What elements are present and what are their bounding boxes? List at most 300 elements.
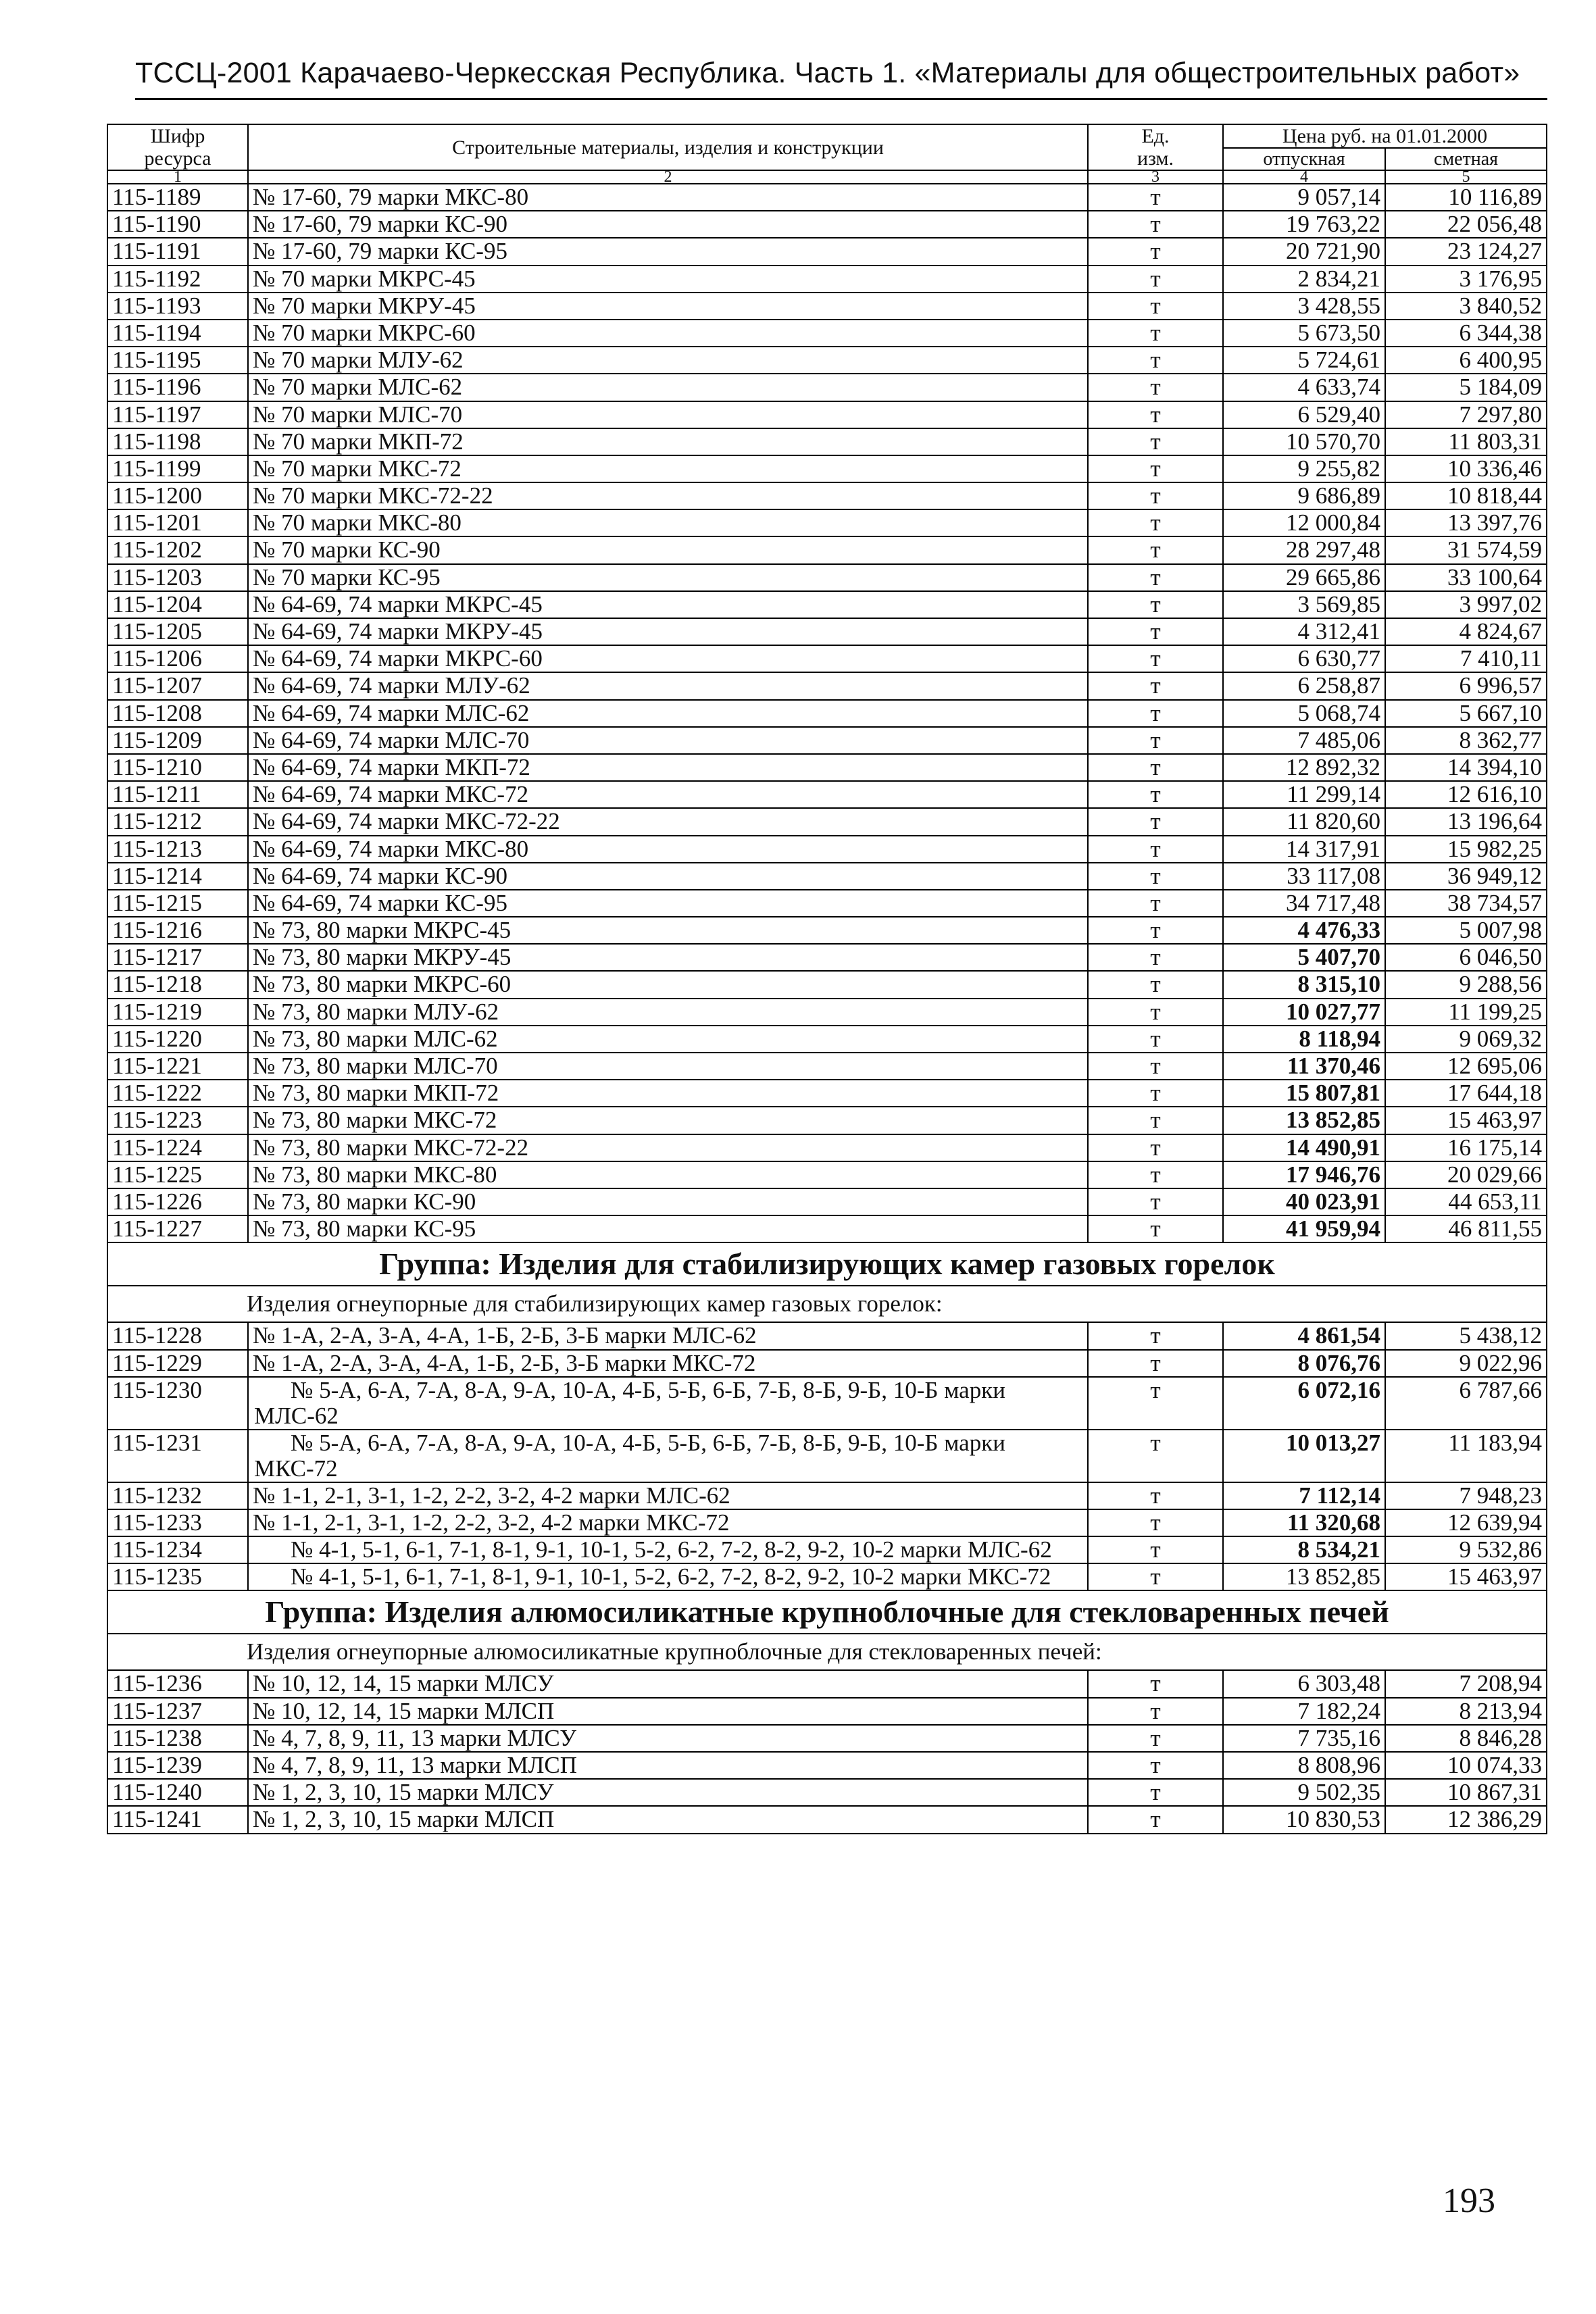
estimate-price-cell: 7 208,94 bbox=[1385, 1670, 1547, 1697]
resource-code-cell: 115-1218 bbox=[107, 971, 248, 998]
resource-code-cell: 115-1219 bbox=[107, 999, 248, 1026]
estimate-price-cell: 10 818,44 bbox=[1385, 482, 1547, 509]
material-name-cell: № 10, 12, 14, 15 марки МЛСУ bbox=[248, 1670, 1088, 1697]
estimate-price-cell: 15 463,97 bbox=[1385, 1563, 1547, 1590]
unit-cell: т bbox=[1088, 1698, 1223, 1725]
material-name-cell: № 73, 80 марки КС-95 bbox=[248, 1215, 1088, 1242]
resource-code-cell: 115-1206 bbox=[107, 645, 248, 672]
table-row bbox=[107, 1080, 1547, 1107]
release-price-cell: 3 569,85 bbox=[1223, 591, 1385, 618]
resource-code-cell: 115-1241 bbox=[107, 1806, 248, 1833]
material-name-cell: № 70 марки МКРУ-45 bbox=[248, 293, 1088, 320]
table-row bbox=[107, 1188, 1547, 1215]
estimate-price-cell: 10 867,31 bbox=[1385, 1779, 1547, 1806]
unit-cell: т bbox=[1088, 1779, 1223, 1806]
release-price-cell: 2 834,21 bbox=[1223, 266, 1385, 293]
resource-code-cell: 115-1239 bbox=[107, 1752, 248, 1779]
column-numbers-row bbox=[107, 170, 1547, 184]
unit-cell: т bbox=[1088, 293, 1223, 320]
estimate-price-cell: 3 176,95 bbox=[1385, 266, 1547, 293]
table-row bbox=[107, 999, 1547, 1026]
table-row bbox=[107, 1536, 1547, 1563]
material-name-cell: № 1-1, 2-1, 3-1, 1-2, 2-2, 3-2, 4-2 марки МЛС-62 bbox=[248, 1482, 1088, 1509]
unit-cell: т bbox=[1088, 781, 1223, 808]
resource-code-cell: 115-1213 bbox=[107, 836, 248, 863]
unit-cell: т bbox=[1088, 266, 1223, 293]
estimate-price-cell: 10 074,33 bbox=[1385, 1752, 1547, 1779]
material-name-cell: № 64-69, 74 марки МКРУ-45 bbox=[248, 618, 1088, 645]
estimate-price-cell: 23 124,27 bbox=[1385, 238, 1547, 265]
material-name-cell: № 70 марки МКС-72 bbox=[248, 455, 1088, 482]
estimate-price-cell: 6 344,38 bbox=[1385, 320, 1547, 347]
unit-cell: т bbox=[1088, 347, 1223, 374]
col-code-header-line2: ресурса bbox=[144, 147, 211, 170]
table-row bbox=[107, 1779, 1547, 1806]
release-price-cell: 10 570,70 bbox=[1223, 428, 1385, 455]
table-row bbox=[107, 1107, 1547, 1134]
resource-code-cell: 115-1207 bbox=[107, 672, 248, 699]
material-name-cell: № 70 марки МКС-80 bbox=[248, 509, 1088, 536]
material-name-cell: № 73, 80 марки МКРС-60 bbox=[248, 971, 1088, 998]
unit-cell: т bbox=[1088, 890, 1223, 917]
estimate-price-cell: 12 386,29 bbox=[1385, 1806, 1547, 1833]
release-price-cell: 4 476,33 bbox=[1223, 917, 1385, 944]
estimate-price-cell: 6 046,50 bbox=[1385, 944, 1547, 971]
table-row bbox=[107, 754, 1547, 781]
material-name-cell: № 73, 80 марки МКРС-45 bbox=[248, 917, 1088, 944]
release-price-cell: 19 763,22 bbox=[1223, 211, 1385, 238]
table-row bbox=[107, 836, 1547, 863]
estimate-price-cell: 13 196,64 bbox=[1385, 808, 1547, 835]
table-row bbox=[107, 455, 1547, 482]
table-row bbox=[107, 727, 1547, 754]
estimate-price-cell: 33 100,64 bbox=[1385, 564, 1547, 591]
estimate-price-cell: 44 653,11 bbox=[1385, 1188, 1547, 1215]
table-row bbox=[107, 890, 1547, 917]
unit-cell: т bbox=[1088, 1161, 1223, 1188]
release-price-cell: 10 013,27 bbox=[1223, 1430, 1385, 1482]
resource-code-cell: 115-1235 bbox=[107, 1563, 248, 1590]
release-price-cell: 41 959,94 bbox=[1223, 1215, 1385, 1242]
release-price-cell: 7 182,24 bbox=[1223, 1698, 1385, 1725]
estimate-price-cell: 36 949,12 bbox=[1385, 863, 1547, 890]
release-price-cell: 12 892,32 bbox=[1223, 754, 1385, 781]
unit-cell: т bbox=[1088, 455, 1223, 482]
resource-code-cell: 115-1222 bbox=[107, 1080, 248, 1107]
table-row bbox=[107, 944, 1547, 971]
unit-cell: т bbox=[1088, 1215, 1223, 1242]
estimate-price-cell: 6 400,95 bbox=[1385, 347, 1547, 374]
group-subtitle: Изделия огнеупорные для стабилизирующих камер газовых горелок: bbox=[107, 1286, 1547, 1322]
table-row bbox=[107, 401, 1547, 428]
resource-code-cell: 115-1227 bbox=[107, 1215, 248, 1242]
table-row bbox=[107, 1134, 1547, 1161]
unit-cell: т bbox=[1088, 1725, 1223, 1752]
resource-code-cell: 115-1231 bbox=[107, 1430, 248, 1482]
table-row bbox=[107, 917, 1547, 944]
material-name-cell: № 64-69, 74 марки МКС-72-22 bbox=[248, 808, 1088, 835]
release-price-cell: 3 428,55 bbox=[1223, 293, 1385, 320]
col-number-3: 3 bbox=[1088, 170, 1223, 184]
unit-cell: т bbox=[1088, 944, 1223, 971]
unit-cell: т bbox=[1088, 1080, 1223, 1107]
material-name-cell: № 10, 12, 14, 15 марки МЛСП bbox=[248, 1698, 1088, 1725]
resource-code-cell: 115-1229 bbox=[107, 1350, 248, 1377]
resource-code-cell: 115-1223 bbox=[107, 1107, 248, 1134]
col-unit-header-line1: Ед. bbox=[1141, 125, 1170, 147]
release-price-cell: 6 072,16 bbox=[1223, 1377, 1385, 1430]
release-price-cell: 8 534,21 bbox=[1223, 1536, 1385, 1563]
table-row bbox=[107, 482, 1547, 509]
table-row bbox=[107, 1482, 1547, 1509]
group-title: Группа: Изделия для стабилизирующих камер газовых горелок bbox=[107, 1242, 1547, 1286]
material-name-cell: № 73, 80 марки КС-90 bbox=[248, 1188, 1088, 1215]
material-name-cell: № 64-69, 74 марки КС-95 bbox=[248, 890, 1088, 917]
unit-cell: т bbox=[1088, 672, 1223, 699]
unit-cell: т bbox=[1088, 1536, 1223, 1563]
unit-cell: т bbox=[1088, 1134, 1223, 1161]
material-name-cell: № 17-60, 79 марки КС-95 bbox=[248, 238, 1088, 265]
material-name-cell: № 4-1, 5-1, 6-1, 7-1, 8-1, 9-1, 10-1, 5-2, 6-2, 7-2, 8-2, 9-2, 10-2 марки МКС-72 bbox=[248, 1563, 1088, 1590]
unit-cell: т bbox=[1088, 700, 1223, 727]
unit-cell: т bbox=[1088, 591, 1223, 618]
estimate-price-cell: 15 463,97 bbox=[1385, 1107, 1547, 1134]
estimate-price-cell: 5 007,98 bbox=[1385, 917, 1547, 944]
release-price-cell: 8 118,94 bbox=[1223, 1026, 1385, 1053]
material-name-cell: № 70 марки МКРС-45 bbox=[248, 266, 1088, 293]
unit-cell: т bbox=[1088, 917, 1223, 944]
material-name-cell: № 73, 80 марки МЛС-70 bbox=[248, 1053, 1088, 1080]
resource-code-cell: 115-1224 bbox=[107, 1134, 248, 1161]
release-price-cell: 9 255,82 bbox=[1223, 455, 1385, 482]
estimate-price-cell: 10 116,89 bbox=[1385, 184, 1547, 211]
release-price-cell: 8 808,96 bbox=[1223, 1752, 1385, 1779]
material-name-cell: № 1-А, 2-А, 3-А, 4-А, 1-Б, 2-Б, 3-Б марки МЛС-62 bbox=[248, 1322, 1088, 1349]
table-row bbox=[107, 184, 1547, 211]
release-price-cell: 10 027,77 bbox=[1223, 999, 1385, 1026]
material-name-cell: № 70 марки МЛС-70 bbox=[248, 401, 1088, 428]
release-price-cell: 33 117,08 bbox=[1223, 863, 1385, 890]
resource-code-cell: 115-1217 bbox=[107, 944, 248, 971]
resource-code-cell: 115-1203 bbox=[107, 564, 248, 591]
resource-code-cell: 115-1236 bbox=[107, 1670, 248, 1697]
release-price-cell: 4 312,41 bbox=[1223, 618, 1385, 645]
release-price-cell: 4 861,54 bbox=[1223, 1322, 1385, 1349]
unit-cell: т bbox=[1088, 374, 1223, 401]
material-name-cell: № 73, 80 марки МКС-72-22 bbox=[248, 1134, 1088, 1161]
material-name-cell: № 1-А, 2-А, 3-А, 4-А, 1-Б, 2-Б, 3-Б марки МКС-72 bbox=[248, 1350, 1088, 1377]
unit-cell: т bbox=[1088, 754, 1223, 781]
unit-cell: т bbox=[1088, 509, 1223, 536]
unit-cell: т bbox=[1088, 428, 1223, 455]
header-rule bbox=[135, 98, 1547, 100]
resource-code-cell: 115-1226 bbox=[107, 1188, 248, 1215]
resource-code-cell: 115-1225 bbox=[107, 1161, 248, 1188]
table-header-row bbox=[107, 124, 1547, 148]
table-row bbox=[107, 808, 1547, 835]
material-name-cell: № 64-69, 74 марки МКС-72 bbox=[248, 781, 1088, 808]
unit-cell: т bbox=[1088, 1563, 1223, 1590]
material-name-cell: № 73, 80 марки МКРУ-45 bbox=[248, 944, 1088, 971]
resource-code-cell: 115-1230 bbox=[107, 1377, 248, 1430]
resource-code-cell: 115-1189 bbox=[107, 184, 248, 211]
table-row bbox=[107, 509, 1547, 536]
unit-cell: т bbox=[1088, 1509, 1223, 1536]
estimate-price-cell: 38 734,57 bbox=[1385, 890, 1547, 917]
resource-code-cell: 115-1194 bbox=[107, 320, 248, 347]
resource-code-cell: 115-1212 bbox=[107, 808, 248, 835]
estimate-price-cell: 11 803,31 bbox=[1385, 428, 1547, 455]
estimate-price-cell: 12 695,06 bbox=[1385, 1053, 1547, 1080]
table-row bbox=[107, 320, 1547, 347]
release-price-cell: 17 946,76 bbox=[1223, 1161, 1385, 1188]
table-row bbox=[107, 1322, 1547, 1349]
unit-cell: т bbox=[1088, 1752, 1223, 1779]
release-price-cell: 7 735,16 bbox=[1223, 1725, 1385, 1752]
estimate-price-cell: 17 644,18 bbox=[1385, 1080, 1547, 1107]
estimate-price-cell: 8 213,94 bbox=[1385, 1698, 1547, 1725]
resource-code-cell: 115-1201 bbox=[107, 509, 248, 536]
table-row bbox=[107, 1509, 1547, 1536]
material-name-cell: № 70 марки МКС-72-22 bbox=[248, 482, 1088, 509]
unit-cell: т bbox=[1088, 1377, 1223, 1430]
col-code-header-line1: Шифр bbox=[150, 125, 205, 147]
resource-code-cell: 115-1191 bbox=[107, 238, 248, 265]
release-price-cell: 5 673,50 bbox=[1223, 320, 1385, 347]
resource-code-cell: 115-1221 bbox=[107, 1053, 248, 1080]
resource-code-cell: 115-1209 bbox=[107, 727, 248, 754]
table-row bbox=[107, 971, 1547, 998]
unit-cell: т bbox=[1088, 999, 1223, 1026]
estimate-price-cell: 7 410,11 bbox=[1385, 645, 1547, 672]
unit-cell: т bbox=[1088, 971, 1223, 998]
resource-code-cell: 115-1197 bbox=[107, 401, 248, 428]
estimate-price-cell: 9 022,96 bbox=[1385, 1350, 1547, 1377]
table-row bbox=[107, 564, 1547, 591]
release-price-cell: 8 315,10 bbox=[1223, 971, 1385, 998]
release-price-cell: 13 852,85 bbox=[1223, 1107, 1385, 1134]
resource-code-cell: 115-1240 bbox=[107, 1779, 248, 1806]
estimate-price-cell: 3 840,52 bbox=[1385, 293, 1547, 320]
material-name-cell: № 1, 2, 3, 10, 15 марки МЛСУ bbox=[248, 1779, 1088, 1806]
resource-code-cell: 115-1216 bbox=[107, 917, 248, 944]
estimate-price-cell: 5 184,09 bbox=[1385, 374, 1547, 401]
table-row bbox=[107, 1670, 1547, 1697]
resource-code-cell: 115-1208 bbox=[107, 700, 248, 727]
estimate-price-cell: 9 288,56 bbox=[1385, 971, 1547, 998]
unit-cell: т bbox=[1088, 564, 1223, 591]
release-price-cell: 20 721,90 bbox=[1223, 238, 1385, 265]
resource-code-cell: 115-1211 bbox=[107, 781, 248, 808]
unit-cell: т bbox=[1088, 1806, 1223, 1833]
material-name-cell: № 1, 2, 3, 10, 15 марки МЛСП bbox=[248, 1806, 1088, 1833]
release-price-cell: 9 502,35 bbox=[1223, 1779, 1385, 1806]
table-row bbox=[107, 618, 1547, 645]
table-row bbox=[107, 1563, 1547, 1590]
resource-code-cell: 115-1202 bbox=[107, 536, 248, 563]
release-price-cell: 5 724,61 bbox=[1223, 347, 1385, 374]
estimate-price-cell: 15 982,25 bbox=[1385, 836, 1547, 863]
estimate-price-cell: 9 532,86 bbox=[1385, 1536, 1547, 1563]
resource-code-cell: 115-1233 bbox=[107, 1509, 248, 1536]
material-name-cell: № 73, 80 марки МКС-80 bbox=[248, 1161, 1088, 1188]
material-name-cell: № 64-69, 74 марки МКРС-60 bbox=[248, 645, 1088, 672]
unit-cell: т bbox=[1088, 482, 1223, 509]
release-price-cell: 11 820,60 bbox=[1223, 808, 1385, 835]
estimate-price-cell: 6 996,57 bbox=[1385, 672, 1547, 699]
release-price-cell: 6 529,40 bbox=[1223, 401, 1385, 428]
unit-cell: т bbox=[1088, 618, 1223, 645]
resource-code-cell: 115-1192 bbox=[107, 266, 248, 293]
unit-cell: т bbox=[1088, 863, 1223, 890]
unit-cell: т bbox=[1088, 1322, 1223, 1349]
unit-cell: т bbox=[1088, 1053, 1223, 1080]
material-name-cell: № 64-69, 74 марки МЛС-62 bbox=[248, 700, 1088, 727]
material-name-cell: № 64-69, 74 марки МЛУ-62 bbox=[248, 672, 1088, 699]
unit-cell: т bbox=[1088, 1670, 1223, 1697]
table-row bbox=[107, 238, 1547, 265]
material-name-cell: № 5-А, 6-А, 7-А, 8-А, 9-А, 10-А, 4-Б, 5-Б, 6-Б, 7-Б, 8-Б, 9-Б, 10-Б марки МКС-72 bbox=[248, 1430, 1088, 1482]
material-name-cell: № 64-69, 74 марки МКП-72 bbox=[248, 754, 1088, 781]
resource-code-cell: 115-1237 bbox=[107, 1698, 248, 1725]
table-row bbox=[107, 374, 1547, 401]
resource-code-cell: 115-1214 bbox=[107, 863, 248, 890]
group-subtitle-row bbox=[107, 1286, 1547, 1322]
unit-cell: т bbox=[1088, 401, 1223, 428]
estimate-price-cell: 8 846,28 bbox=[1385, 1725, 1547, 1752]
estimate-price-cell: 9 069,32 bbox=[1385, 1026, 1547, 1053]
col-code-header bbox=[107, 124, 248, 170]
material-name-cell: № 64-69, 74 марки МКС-80 bbox=[248, 836, 1088, 863]
release-price-cell: 6 258,87 bbox=[1223, 672, 1385, 699]
material-name-cell: № 64-69, 74 марки КС-90 bbox=[248, 863, 1088, 890]
resource-code-cell: 115-1234 bbox=[107, 1536, 248, 1563]
estimate-price-cell: 13 397,76 bbox=[1385, 509, 1547, 536]
release-price-cell: 29 665,86 bbox=[1223, 564, 1385, 591]
resource-code-cell: 115-1195 bbox=[107, 347, 248, 374]
col-number-2: 2 bbox=[248, 170, 1088, 184]
unit-cell: т bbox=[1088, 1188, 1223, 1215]
col-number-1: 1 bbox=[107, 170, 248, 184]
table-row bbox=[107, 1698, 1547, 1725]
release-price-cell: 10 830,53 bbox=[1223, 1806, 1385, 1833]
release-price-cell: 11 370,46 bbox=[1223, 1053, 1385, 1080]
release-price-cell: 8 076,76 bbox=[1223, 1350, 1385, 1377]
material-name-cell: № 70 марки КС-95 bbox=[248, 564, 1088, 591]
page-header-title: ТССЦ-2001 Карачаево-Черкесская Республика. Часть 1. «Материалы для общестроительных работ» bbox=[135, 57, 1520, 89]
estimate-price-cell: 12 616,10 bbox=[1385, 781, 1547, 808]
unit-cell: т bbox=[1088, 536, 1223, 563]
col-release-header: отпускная bbox=[1223, 148, 1385, 170]
resource-code-cell: 115-1198 bbox=[107, 428, 248, 455]
release-price-cell: 11 320,68 bbox=[1223, 1509, 1385, 1536]
table-row bbox=[107, 863, 1547, 890]
material-name-cell: № 70 марки МЛУ-62 bbox=[248, 347, 1088, 374]
unit-cell: т bbox=[1088, 238, 1223, 265]
group-header-row bbox=[107, 1590, 1547, 1634]
material-name-cell: № 64-69, 74 марки МКРС-45 bbox=[248, 591, 1088, 618]
release-price-cell: 28 297,48 bbox=[1223, 536, 1385, 563]
estimate-price-cell: 16 175,14 bbox=[1385, 1134, 1547, 1161]
resource-code-cell: 115-1228 bbox=[107, 1322, 248, 1349]
material-name-cell: № 5-А, 6-А, 7-А, 8-А, 9-А, 10-А, 4-Б, 5-Б, 6-Б, 7-Б, 8-Б, 9-Б, 10-Б марки МЛС-62 bbox=[248, 1377, 1088, 1430]
resource-code-cell: 115-1196 bbox=[107, 374, 248, 401]
estimate-price-cell: 12 639,94 bbox=[1385, 1509, 1547, 1536]
material-name-cell: № 4, 7, 8, 9, 11, 13 марки МЛСУ bbox=[248, 1725, 1088, 1752]
col-estimate-header: сметная bbox=[1385, 148, 1547, 170]
material-name-cell: № 17-60, 79 марки МКС-80 bbox=[248, 184, 1088, 211]
release-price-cell: 34 717,48 bbox=[1223, 890, 1385, 917]
release-price-cell: 7 112,14 bbox=[1223, 1482, 1385, 1509]
release-price-cell: 5 407,70 bbox=[1223, 944, 1385, 971]
table-row bbox=[107, 1215, 1547, 1242]
estimate-price-cell: 11 199,25 bbox=[1385, 999, 1547, 1026]
table-row bbox=[107, 781, 1547, 808]
resource-code-cell: 115-1190 bbox=[107, 211, 248, 238]
table-row bbox=[107, 293, 1547, 320]
material-name-cell: № 4, 7, 8, 9, 11, 13 марки МЛСП bbox=[248, 1752, 1088, 1779]
unit-cell: т bbox=[1088, 1350, 1223, 1377]
table-row bbox=[107, 1377, 1547, 1430]
material-name-cell: № 73, 80 марки МЛУ-62 bbox=[248, 999, 1088, 1026]
table-row bbox=[107, 266, 1547, 293]
release-price-cell: 11 299,14 bbox=[1223, 781, 1385, 808]
material-name-cell: № 73, 80 марки МЛС-62 bbox=[248, 1026, 1088, 1053]
release-price-cell: 15 807,81 bbox=[1223, 1080, 1385, 1107]
unit-cell: т bbox=[1088, 184, 1223, 211]
material-name-cell: № 70 марки МКРС-60 bbox=[248, 320, 1088, 347]
resource-code-cell: 115-1199 bbox=[107, 455, 248, 482]
resource-code-cell: 115-1220 bbox=[107, 1026, 248, 1053]
resource-code-cell: 115-1193 bbox=[107, 293, 248, 320]
resource-code-cell: 115-1215 bbox=[107, 890, 248, 917]
resource-code-cell: 115-1205 bbox=[107, 618, 248, 645]
group-subtitle-row bbox=[107, 1634, 1547, 1670]
table-row bbox=[107, 1026, 1547, 1053]
estimate-price-cell: 10 336,46 bbox=[1385, 455, 1547, 482]
material-name-cell: № 70 марки КС-90 bbox=[248, 536, 1088, 563]
table-row bbox=[107, 645, 1547, 672]
estimate-price-cell: 14 394,10 bbox=[1385, 754, 1547, 781]
unit-cell: т bbox=[1088, 645, 1223, 672]
material-name-cell: № 73, 80 марки МКС-72 bbox=[248, 1107, 1088, 1134]
resource-code-cell: 115-1210 bbox=[107, 754, 248, 781]
table-row bbox=[107, 347, 1547, 374]
unit-cell: т bbox=[1088, 1026, 1223, 1053]
release-price-cell: 14 490,91 bbox=[1223, 1134, 1385, 1161]
estimate-price-cell: 11 183,94 bbox=[1385, 1430, 1547, 1482]
col-unit-header-line2: изм. bbox=[1137, 147, 1174, 170]
material-name-cell: № 70 марки МЛС-62 bbox=[248, 374, 1088, 401]
unit-cell: т bbox=[1088, 1482, 1223, 1509]
release-price-cell: 7 485,06 bbox=[1223, 727, 1385, 754]
estimate-price-cell: 7 297,80 bbox=[1385, 401, 1547, 428]
table-row bbox=[107, 1806, 1547, 1833]
group-header-row bbox=[107, 1242, 1547, 1286]
release-price-cell: 12 000,84 bbox=[1223, 509, 1385, 536]
estimate-price-cell: 5 667,10 bbox=[1385, 700, 1547, 727]
unit-cell: т bbox=[1088, 836, 1223, 863]
estimate-price-cell: 46 811,55 bbox=[1385, 1215, 1547, 1242]
unit-cell: т bbox=[1088, 1107, 1223, 1134]
table-row bbox=[107, 700, 1547, 727]
release-price-cell: 6 303,48 bbox=[1223, 1670, 1385, 1697]
estimate-price-cell: 8 362,77 bbox=[1385, 727, 1547, 754]
table-row bbox=[107, 536, 1547, 563]
release-price-cell: 6 630,77 bbox=[1223, 645, 1385, 672]
col-unit-header bbox=[1088, 124, 1223, 170]
material-name-cell: № 64-69, 74 марки МЛС-70 bbox=[248, 727, 1088, 754]
